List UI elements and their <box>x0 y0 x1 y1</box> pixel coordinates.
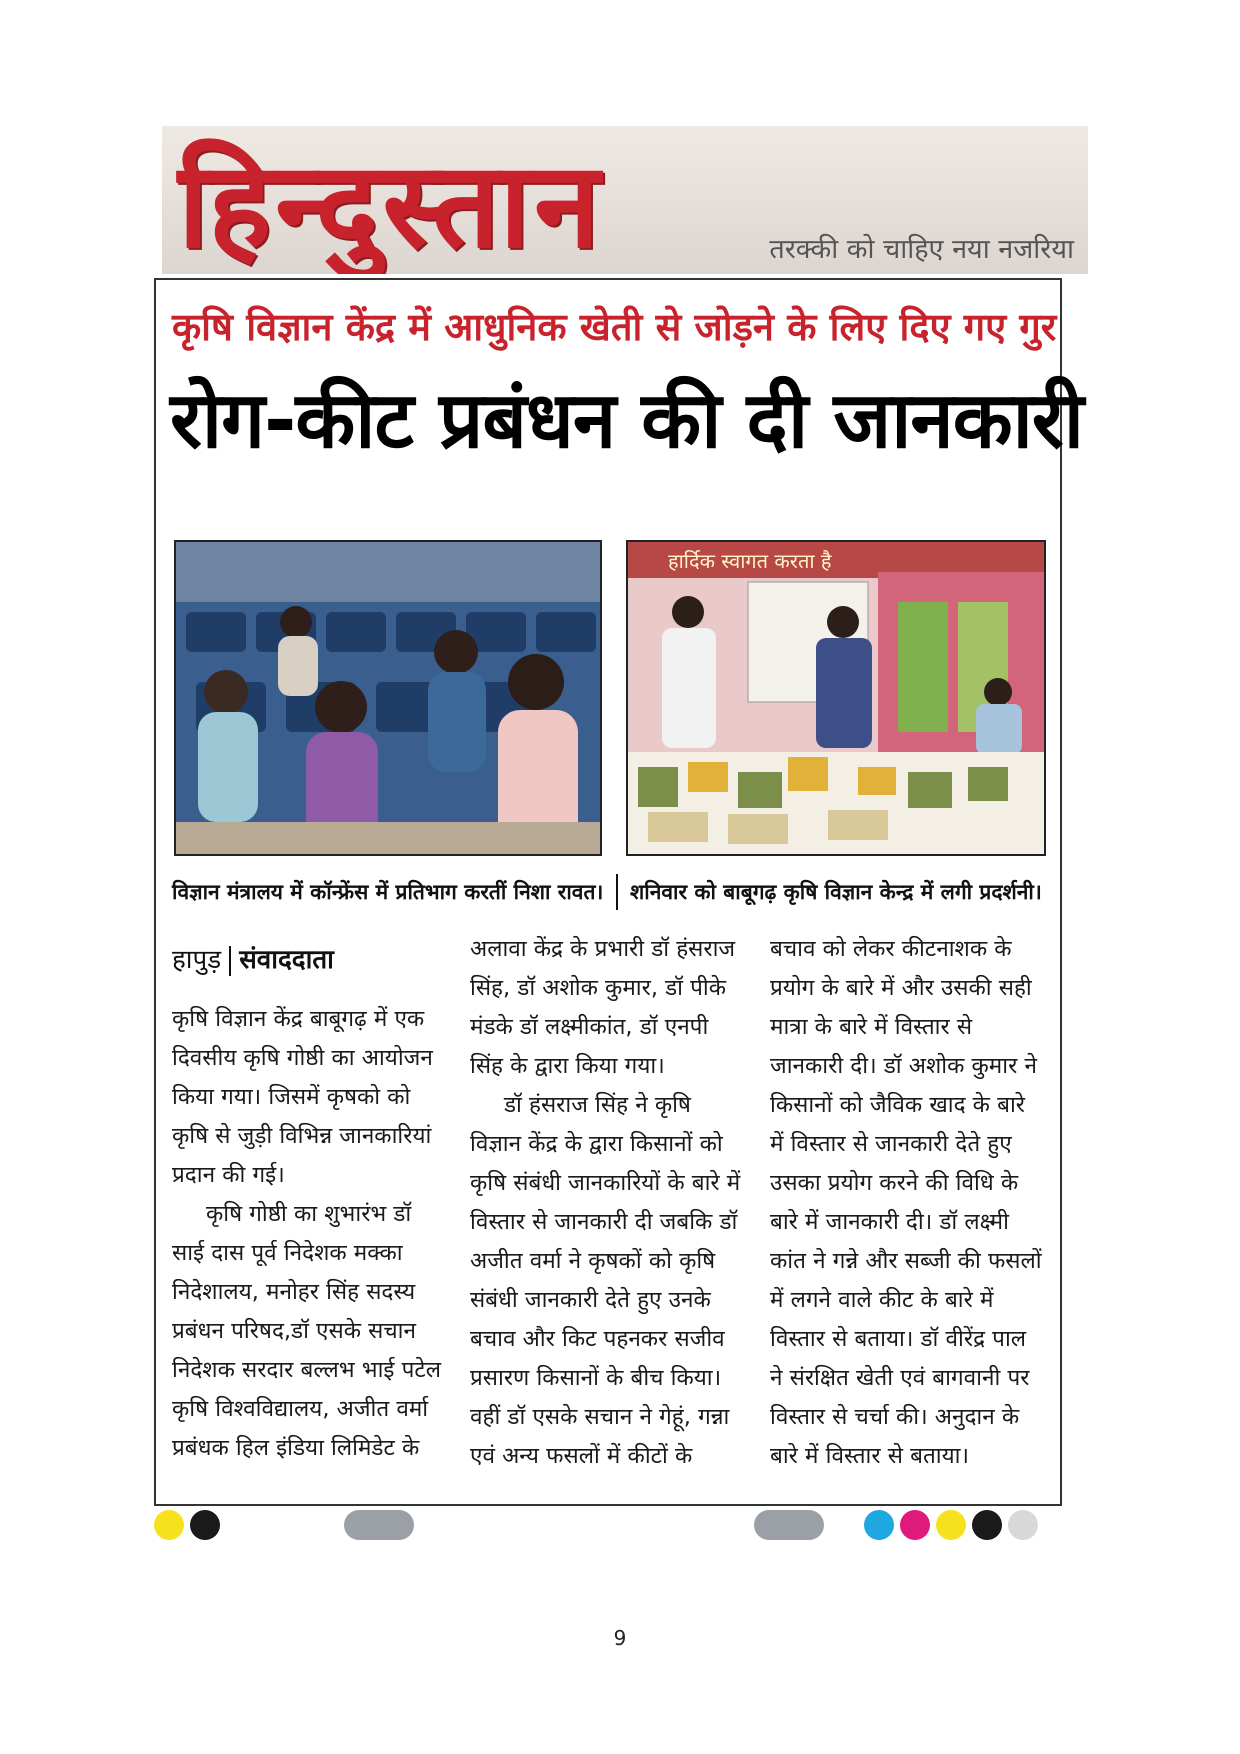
byline-reporter: संवाददाता <box>239 945 334 975</box>
byline <box>172 940 334 976</box>
article-headline: रोग-कीट प्रबंधन की दी जानकारी <box>170 376 1083 466</box>
caption-divider <box>616 874 618 910</box>
registration-dot <box>864 1510 894 1540</box>
registration-dot <box>154 1510 184 1540</box>
registration-dot <box>344 1510 414 1540</box>
byline-place: हापुड़ <box>172 945 222 975</box>
exhibition-photo <box>626 540 1046 856</box>
exhibition-photo-illustration <box>628 542 1044 854</box>
newspaper-masthead <box>162 126 1088 274</box>
column-3-paragraph-1: बचाव को लेकर कीटनाशक के प्रयोग के बारे में और उसकी सही मात्रा के बारे में विस्तार से जानकारी दी। डॉ अशोक कुमार ने किसानों को जैविक खाद के बारे में विस्तार से जानकारी देते हुए उसका प्रयोग करने की विधि के बारे में जानकारी दी। डॉ लक्ष्मी कांत ने गन्ने और सब्जी की फसलों में लगने वाले कीट के बारे में विस्तार से बताया। डॉ वीरेंद्र पाल ने संरक्षित खेती एवं बागवानी पर विस्तार से चर्चा की। अनुदान के बारे में विस्तार से बताया। <box>770 936 1042 1469</box>
conference-photo <box>174 540 602 856</box>
article-column-2 <box>470 930 744 1476</box>
registration-dot <box>900 1510 930 1540</box>
masthead-title: हिन्दुस्तान <box>178 136 604 274</box>
registration-dot <box>190 1510 220 1540</box>
column-1-paragraph-2: कृषि गोष्ठी का शुभारंभ डॉ साई दास पूर्व निदेशक मक्का निदेशालय, मनोहर सिंह सदस्य प्रबंधन परिषद,डॉ एसके सचान निदेशक सरदार बल्लभ भाई पटेल कृषि विश्वविद्यालय, अजीत वर्मा प्रबंधक हिल इंडिया लिमिडेट के <box>172 1201 441 1461</box>
column-2-paragraph-2: डॉ हंसराज सिंह ने कृषि विज्ञान केंद्र के द्वारा किसानों को कृषि संबंधी जानकारियों के बारे में विस्तार से जानकारी दी जबकि डॉ अजीत वर्मा ने कृषकों को कृषि संबंधी जानकारी देते हुए उनके बचाव और किट पहनकर सजीव प्रसारण किसानों के बीच किया। वहीं डॉ एसके सचान ने गेहूं, गन्ना एवं अन्य फसलों में कीटों के <box>470 1092 741 1469</box>
byline-separator <box>229 946 231 976</box>
registration-dot <box>936 1510 966 1540</box>
registration-dot <box>754 1510 824 1540</box>
article-column-3 <box>770 930 1044 1476</box>
column-2-paragraph-1: अलावा केंद्र के प्रभारी डॉ हंसराज सिंह, डॉ अशोक कुमार, डॉ पीके मंडके डॉ लक्ष्मीकांत, डॉ एनपी सिंह के द्वारा किया गया। <box>470 936 736 1079</box>
masthead-tagline: तरक्की को चाहिए नया नजरिया <box>769 234 1074 265</box>
news-article <box>154 278 1083 1506</box>
article-column-1 <box>172 1000 446 1468</box>
page-number: 9 <box>613 1626 627 1650</box>
registration-dot <box>972 1510 1002 1540</box>
article-kicker: कृषि विज्ञान केंद्र में आधुनिक खेती से जोड़ने के लिए दिए गए गुर <box>172 305 1057 349</box>
printer-registration-marks <box>154 1510 1094 1536</box>
conference-photo-caption: विज्ञान मंत्रालय में कॉन्फ्रेंस में प्रतिभाग करतीं निशा रावत। <box>172 880 604 904</box>
exhibition-photo-caption: शनिवार को बाबूगढ़ कृषि विज्ञान केन्द्र में लगी प्रदर्शनी। <box>630 880 1042 904</box>
banner-text: हार्दिक स्वागत करता है <box>668 549 832 573</box>
column-1-paragraph-1: कृषि विज्ञान केंद्र बाबूगढ़ में एक दिवसीय कृषि गोष्ठी का आयोजन किया गया। जिसमें कृषको को कृषि से जुड़ी विभिन्न जानकारियां प्रदान की गई। <box>172 1006 433 1188</box>
conference-photo-illustration <box>176 542 600 854</box>
registration-dot <box>1008 1510 1038 1540</box>
